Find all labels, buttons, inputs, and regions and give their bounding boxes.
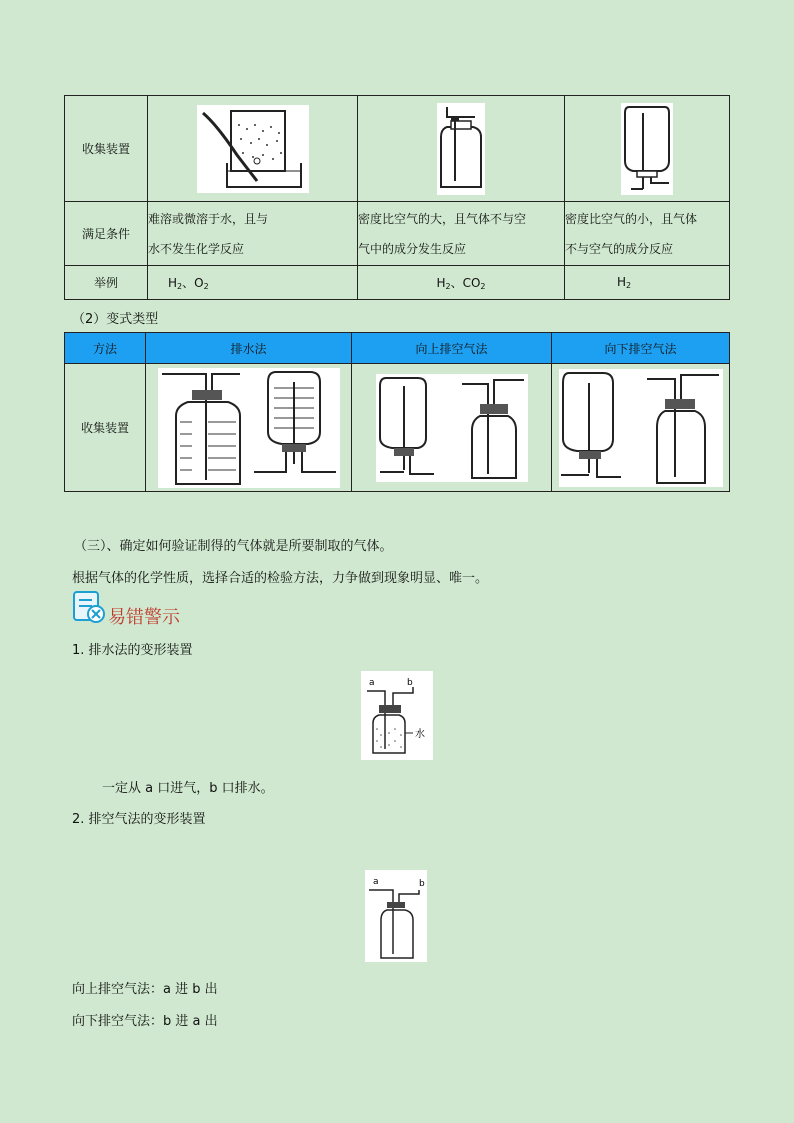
variant-upward-figure [352,364,552,492]
row-label: 收集装置 [65,96,148,202]
header-downward: 向下排空气法 [552,333,730,364]
label-b: b [419,879,425,889]
item-2-title: 2. 排空气法的变形装置 [72,812,206,827]
condition-line: 密度比空气的大，且气体不与空 [358,211,527,226]
section-3-text: 根据气体的化学性质，选择合适的检验方法，力争做到现象明显、唯一。 [72,571,489,586]
formula-part: 、CO [450,276,481,290]
water-variant-figure [361,671,433,760]
header-method: 方法 [65,333,146,364]
section-2-title: （2）变式类型 [72,312,159,327]
variant-downward-diagram [559,369,723,487]
section-3-title: （三）、确定如何验证制得的气体就是所要制取的气体。 [74,539,393,554]
formula-sub: 2 [445,282,451,291]
example-upward [358,266,565,300]
air-variant-figure [365,870,427,962]
label-a: a [369,678,375,688]
condition-line: 密度比空气的小，且气体 [565,211,698,226]
row-label: 满足条件 [65,202,148,266]
formula-part: H [617,275,627,289]
water-trough-diagram [197,105,309,193]
variant-table [64,332,730,492]
row-label: 举例 [65,266,148,300]
item-1-title: 1. 排水法的变形装置 [72,643,193,658]
condition-line: 不与空气的成分反应 [565,241,674,256]
formula-part: H [436,276,446,290]
variant-water-diagram [158,368,340,488]
upward-air-figure [358,96,565,202]
header-water: 排水法 [146,333,352,364]
formula-part: H [168,276,178,290]
variant-upward-diagram [376,374,528,482]
label-b: b [407,678,413,688]
example-downward [565,266,730,300]
variant-downward-figure [552,364,730,492]
downward-rule: 向下排空气法：b 进 a 出 [72,1014,218,1029]
formula-sub: 2 [480,282,486,291]
downward-bottle-diagram [621,103,673,195]
variant-water-figure [146,364,352,492]
label-a: a [373,877,379,887]
collection-table [64,95,730,300]
condition-water [148,202,358,266]
header-upward: 向上排空气法 [352,333,552,364]
warning-title: 易错警示 [108,607,180,628]
formula-part: 、O [182,276,204,290]
condition-line: 水不发生化学反应 [148,241,245,256]
example-water [148,266,358,300]
label-water: 水 [415,729,425,740]
condition-upward [358,202,565,266]
item-1-text: 一定从 a 口进气，b 口排水。 [102,781,274,796]
water-collection-figure [148,96,358,202]
upward-bottle-diagram [437,103,485,195]
warning-icon [72,590,106,624]
downward-air-figure [565,96,730,202]
condition-line: 难溶或微溶于水，且与 [148,211,269,226]
formula-sub: 2 [203,282,209,291]
formula-sub: 2 [177,282,183,291]
upward-rule: 向上排空气法：a 进 b 出 [72,982,218,997]
formula-sub: 2 [626,281,632,290]
condition-line: 气中的成分发生反应 [358,241,467,256]
condition-downward [565,202,730,266]
row-label: 收集装置 [65,364,146,492]
